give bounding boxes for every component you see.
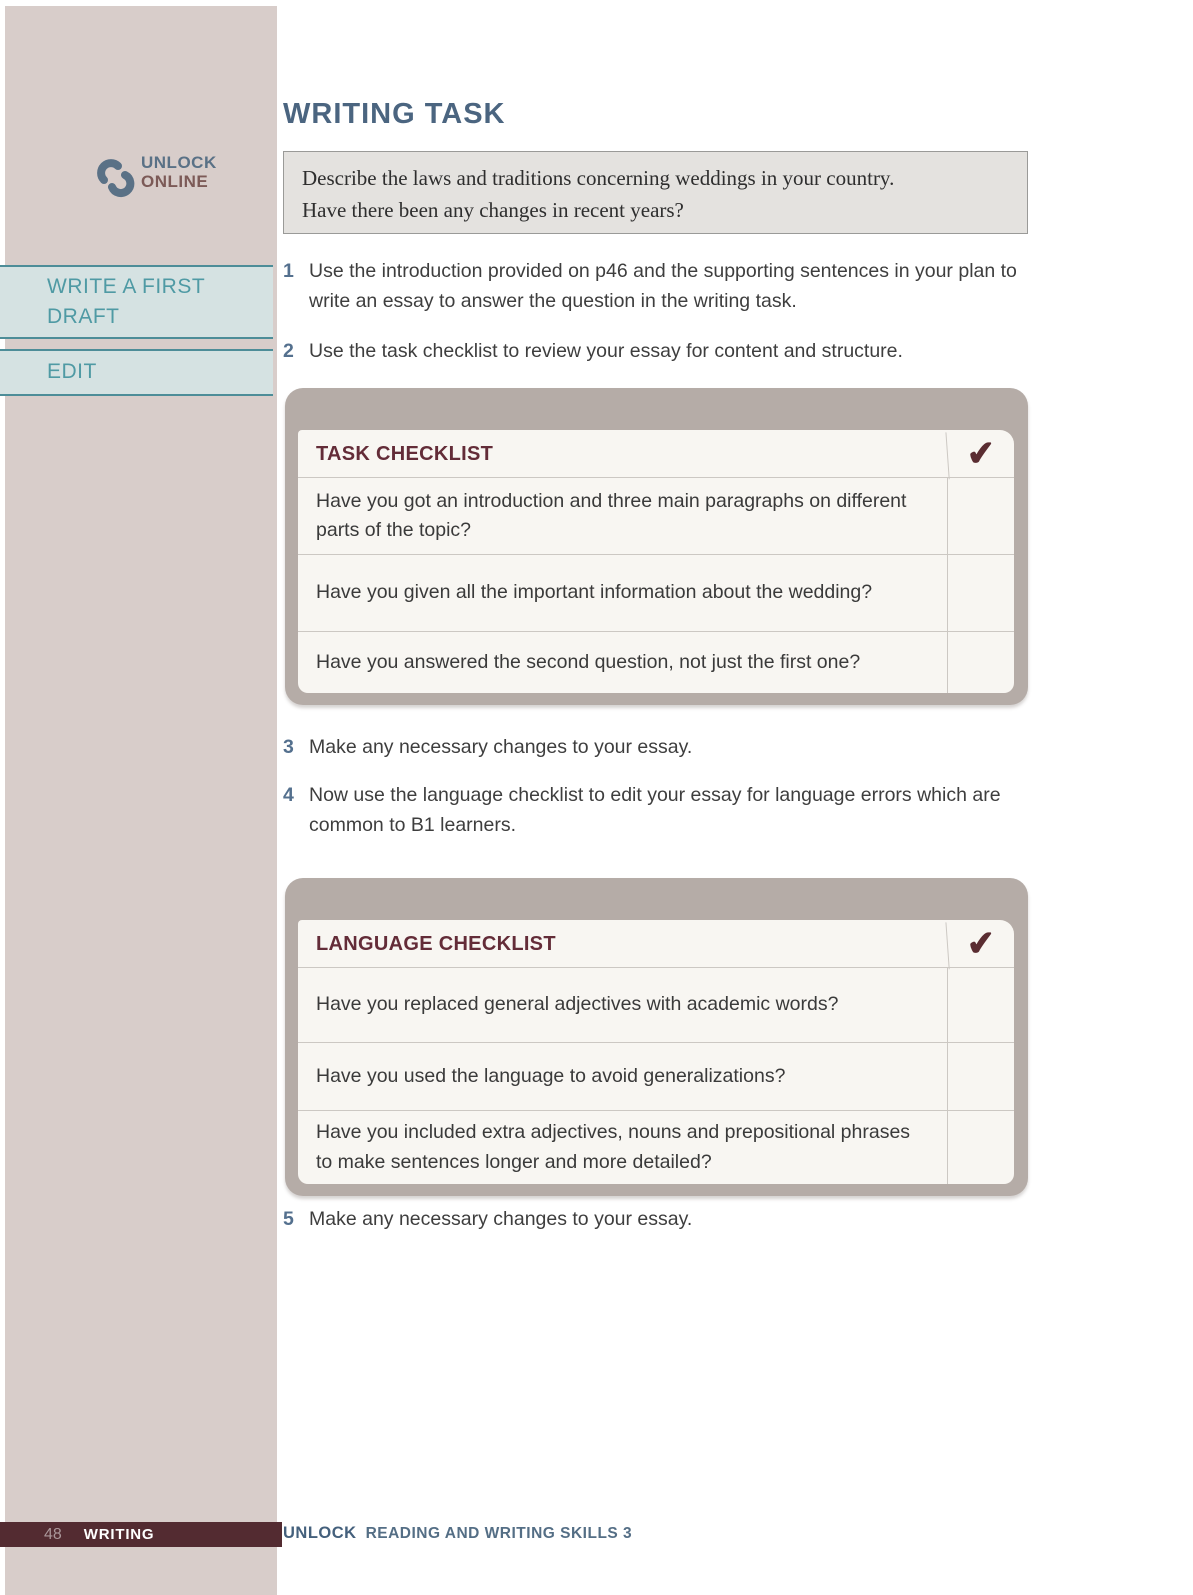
- step-text: Make any necessary changes to your essay.: [309, 736, 693, 758]
- task-checklist: [285, 388, 1028, 705]
- step-number: 3: [283, 736, 294, 758]
- check-cell: [947, 1111, 1014, 1184]
- step-text: Use the task checklist to review your essay for content and structure.: [309, 340, 903, 362]
- checklist-row: Have you used the language to avoid generalizations?: [298, 1043, 1014, 1111]
- footer-brand-label: UNLOCK: [283, 1524, 357, 1542]
- tab-label: WRITE A FIRST DRAFT: [47, 274, 205, 328]
- checkmark-icon: ✔: [945, 430, 1014, 479]
- page-title: WRITING TASK: [283, 98, 506, 130]
- checklist-row: Have you included extra adjectives, nouns and prepositional phrases to make sentences longer and more detailed?: [298, 1111, 1014, 1184]
- check-cell: [947, 968, 1014, 1042]
- footer-book-label: READING AND WRITING SKILLS 3: [365, 1525, 633, 1542]
- chain-link-icon: [94, 156, 136, 198]
- step-number: 5: [283, 1208, 294, 1230]
- checklist-row: Have you got an introduction and three main paragraphs on different parts of the topic?: [298, 478, 1014, 555]
- check-cell: [947, 478, 1014, 554]
- footer-section-label: WRITING: [83, 1526, 155, 1543]
- logo-online-label: ONLINE: [141, 172, 209, 191]
- prompt-line-2: Have there been any changes in recent years?: [302, 197, 684, 222]
- tab-label: EDIT: [47, 360, 97, 384]
- task-checklist-header: [298, 430, 1014, 478]
- checkmark-icon: ✔: [945, 920, 1014, 969]
- language-checklist-header: [298, 920, 1014, 968]
- sidebar-tab-write-a-first-draft: [0, 265, 273, 339]
- step-2: [283, 336, 1023, 366]
- sidebar-tab-edit: [0, 349, 273, 396]
- sidebar: [5, 6, 277, 1595]
- step-1: [283, 256, 1023, 316]
- logo-unlock-label: UNLOCK: [141, 153, 217, 172]
- check-cell: [947, 632, 1014, 693]
- step-4: [283, 780, 1023, 840]
- language-checklist-title: LANGUAGE CHECKLIST: [316, 932, 556, 955]
- step-text: Use the introduction provided on p46 and the supporting sentences in your plan to write an essay to answer the question in the writing task.: [309, 260, 1017, 313]
- checklist-row: Have you replaced general adjectives with academic words?: [298, 968, 1014, 1043]
- step-number: 1: [283, 260, 294, 282]
- check-cell: [947, 555, 1014, 631]
- task-checklist-title: TASK CHECKLIST: [316, 442, 494, 465]
- checklist-row: Have you answered the second question, not just the first one?: [298, 632, 1014, 693]
- checklist-row: Have you given all the important information about the wedding?: [298, 555, 1014, 632]
- check-cell: [947, 1043, 1014, 1110]
- unlock-online-logo: [94, 146, 234, 198]
- step-number: 4: [283, 784, 294, 806]
- footer-book-title: [283, 1524, 632, 1543]
- language-checklist: [285, 878, 1028, 1196]
- step-number: 2: [283, 340, 294, 362]
- step-text: Now use the language checklist to edit your essay for language errors which are common to B1 learners.: [309, 784, 1001, 837]
- writing-task-prompt-box: [283, 151, 1028, 234]
- footer-section-bar: [0, 1522, 282, 1547]
- step-5: [283, 1204, 1023, 1234]
- prompt-line-1: Describe the laws and traditions concerning weddings in your country.: [302, 166, 895, 190]
- step-3: [283, 732, 1023, 762]
- step-text: Make any necessary changes to your essay.: [309, 1208, 693, 1230]
- page-number: 48: [44, 1525, 62, 1543]
